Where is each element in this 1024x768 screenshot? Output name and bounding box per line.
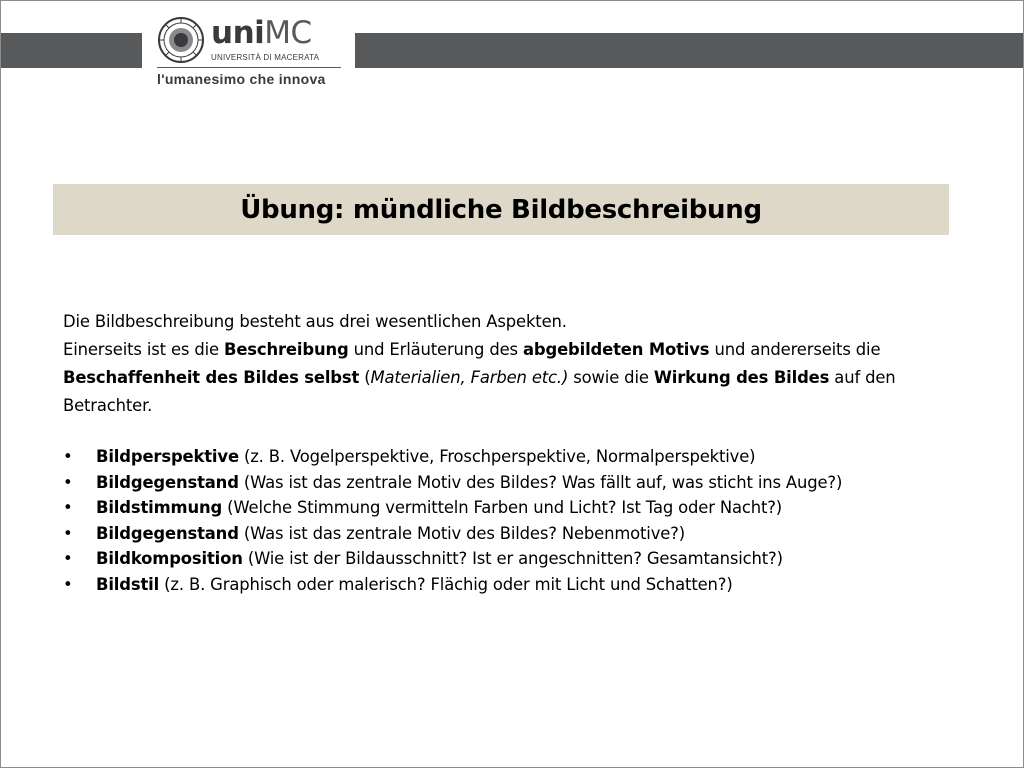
list-item: • Bildstimmung (Welche Stimmung vermitteln Farben und Licht? Ist Tag oder Nacht?) — [63, 495, 963, 521]
list-item: • Bildkomposition (Wie ist der Bildausschnitt? Ist er angeschnitten? Gesamtansicht?) — [63, 546, 963, 572]
bullet-icon: • — [63, 523, 73, 543]
title-banner — [53, 184, 949, 235]
logo-wordmark: uniMC — [211, 15, 312, 51]
bullet-icon: • — [63, 447, 73, 466]
aspect-list — [63, 444, 963, 597]
bullet-icon: • — [63, 472, 73, 492]
bullet-icon: • — [63, 574, 73, 594]
university-logo — [151, 11, 351, 91]
list-item: • Bildperspektive (z. B. Vogelperspektive, Froschperspektive, Normalperspektive) — [63, 444, 963, 470]
logo-divider — [157, 67, 341, 68]
header-bar-left — [1, 33, 142, 68]
logo-university-name: UNIVERSITÀ DI MACERATA — [211, 53, 320, 62]
slide-body — [63, 308, 963, 597]
list-item: • Bildgegenstand (Was ist das zentrale Motiv des Bildes? Was fällt auf, was sticht ins Auge?) — [63, 470, 963, 496]
bullet-icon: • — [63, 498, 73, 517]
bullet-icon: • — [63, 549, 73, 568]
header-bar-right — [355, 33, 1023, 68]
university-seal-icon — [157, 16, 205, 64]
slide-title: Übung: mündliche Bildbeschreibung — [240, 194, 762, 225]
intro-paragraph: Einerseits ist es die Beschreibung und Erläuterung des abgebildeten Motivs und andererseits die Beschaffenheit des Bildes selbst (Materialien, Farben etc.) sowie die Wirkung des Bildes auf den Betrachter. — [63, 340, 896, 415]
list-item: • Bildstil (z. B. Graphisch oder malerisch? Flächig oder mit Licht und Schatten?) — [63, 572, 963, 598]
intro-line: Die Bildbeschreibung besteht aus drei wesentlichen Aspekten. — [63, 312, 567, 331]
logo-tagline: l'umanesimo che innova — [157, 71, 326, 87]
list-item: • Bildgegenstand (Was ist das zentrale Motiv des Bildes? Nebenmotive?) — [63, 521, 963, 547]
